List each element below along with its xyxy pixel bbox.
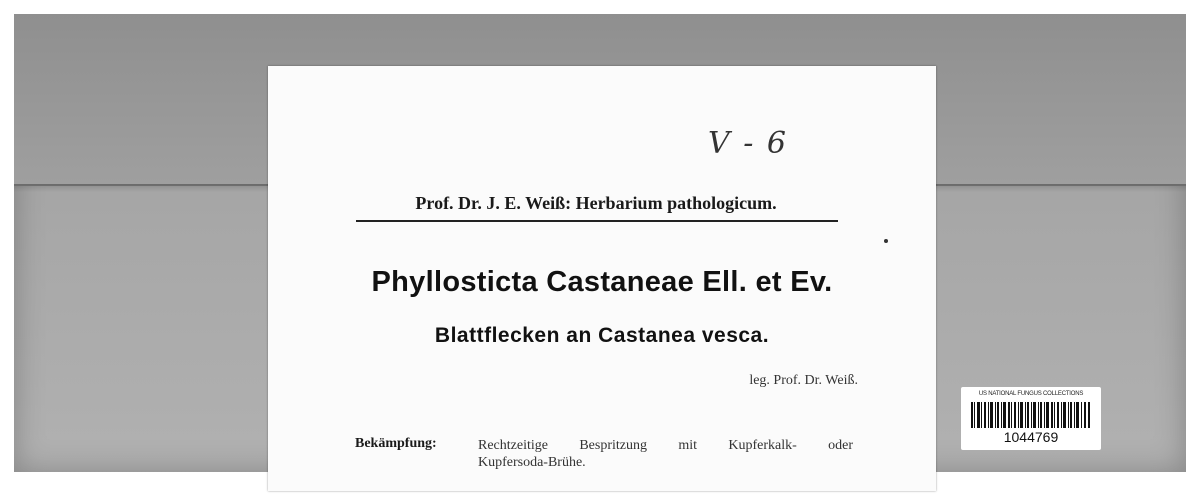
control-text-line2: Kupfersoda-Brühe. xyxy=(478,455,586,470)
handwritten-annotation: V - 6 xyxy=(708,126,788,161)
barcode-icon xyxy=(971,402,1091,428)
species-name: Phyllosticta Castaneae Ell. et Ev. xyxy=(371,266,833,298)
barcode-title: US NATIONAL FUNGUS COLLECTIONS xyxy=(978,391,1084,397)
ink-dot xyxy=(884,239,888,243)
herbarium-header: Prof. Dr. J. E. Weiß: Herbarium pathologicum. xyxy=(415,193,777,213)
collector-line: leg. Prof. Dr. Weiß. xyxy=(749,373,858,388)
barcode-label xyxy=(961,387,1101,450)
control-label: Bekämpfung: xyxy=(355,436,437,451)
header-rule xyxy=(356,220,838,222)
control-text-line1: Rechtzeitige Bespritzung mit Kupferkalk- oder xyxy=(478,438,853,453)
disease-description: Blattflecken an Castanea vesca. xyxy=(434,324,770,347)
specimen-label xyxy=(268,66,936,491)
barcode-number: 1044769 xyxy=(1003,429,1059,445)
